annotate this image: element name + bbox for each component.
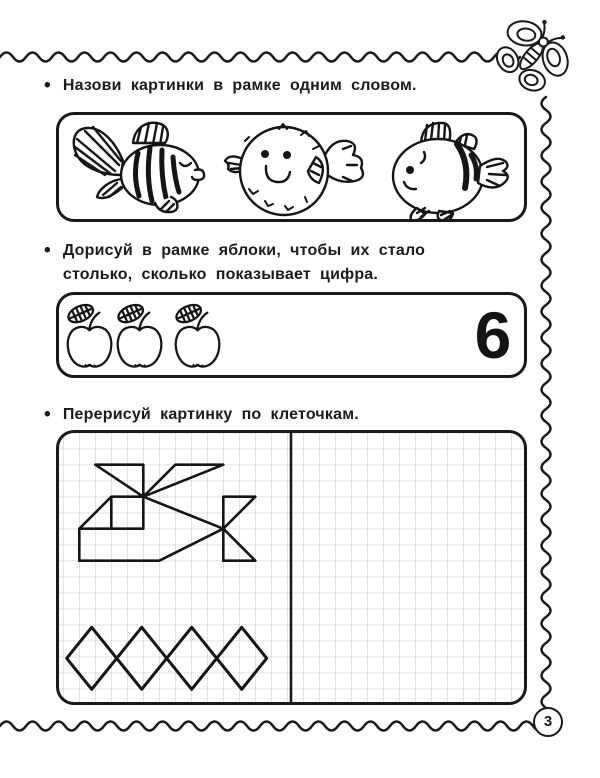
target-digit: 6: [474, 298, 512, 372]
task-1-row: [44, 74, 554, 98]
copy-grid: [59, 433, 524, 702]
round-fish-icon: [375, 113, 525, 222]
apples-frame: [56, 292, 527, 378]
copy-grid-frame: [56, 430, 527, 705]
task-2-row: [44, 239, 494, 287]
task-2-instruction: Дорисуй в рамке яблоки, чтобы их стало столько, сколько показывает цифра.: [62, 242, 426, 283]
striped-fish-icon: [63, 117, 218, 222]
apple-icon: [66, 301, 112, 366]
page-number-badge: 3: [533, 707, 563, 737]
top-wavy-border: [0, 53, 520, 62]
apples-row: [59, 295, 524, 375]
apple-icon: [174, 301, 220, 366]
bullet-marker: •: [44, 240, 51, 261]
bullet-marker: •: [44, 404, 51, 425]
task-1-instruction: Назови картинки в рамке одним словом.: [62, 77, 417, 94]
fish-frame: [56, 112, 527, 222]
puffer-fish-icon: [221, 113, 371, 222]
fish-row: [59, 115, 524, 219]
bottom-wavy-border: [0, 722, 546, 731]
apple-icon: [116, 301, 162, 366]
task-3-row: [44, 403, 554, 427]
task-3-instruction: Перерисуй картинку по клеточкам.: [62, 406, 359, 423]
bullet-marker: •: [44, 75, 51, 96]
